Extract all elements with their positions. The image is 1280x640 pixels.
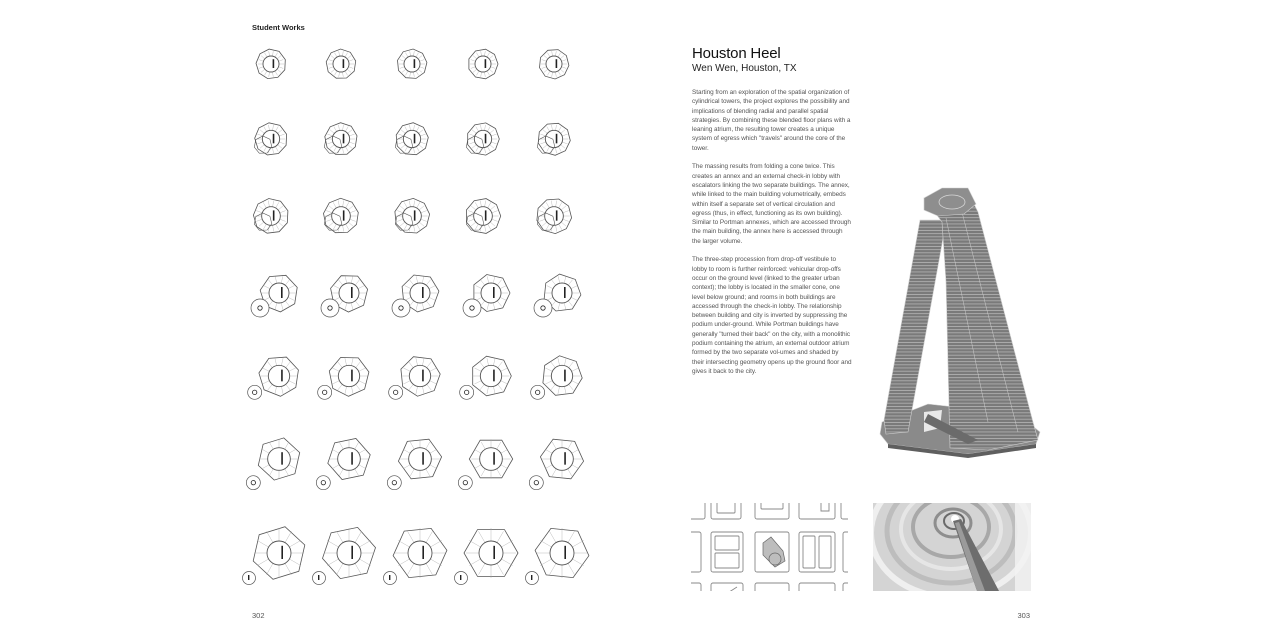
floor-plan-diagram xyxy=(534,274,581,317)
floor-plan-diagram xyxy=(529,439,583,489)
floor-plan-diagram xyxy=(246,438,299,490)
floor-plan-diagram xyxy=(243,527,305,585)
paragraph: The massing results from folding a cone twice. This creates an annex and an external check-in lobby with escalators linking the two separate buildings. The annex, while linked to the main building volumetrically, embeds within itself a separate set of vertical circulation and egress (thus, in effect, functioning as its own building). Similar to Portman annexes, which are accessed through the main building, the annex here is accessed through the larger volume. xyxy=(692,163,851,245)
floor-plan-diagram xyxy=(392,275,439,317)
floor-plan-diagram xyxy=(389,357,441,400)
floor-plan-diagram xyxy=(253,199,288,234)
project-description xyxy=(692,88,852,386)
floor-plan-diagram xyxy=(455,528,519,585)
floor-plan-diagram xyxy=(324,198,359,232)
floor-plan-diagram xyxy=(254,123,286,155)
paragraph: Starting from an exploration of the spatial organization of cylindrical towers, the project explores the possibility and implications of blending radial and parallel spatial strategies. By combining these blended floor plans with a leaning atrium, the resulting tower creates a unique system of egress which "travels" around the core of the tower. xyxy=(692,89,851,152)
floor-plan-diagram xyxy=(463,275,510,318)
floor-plan-diagram xyxy=(248,357,299,399)
floor-plan-diagram xyxy=(324,123,357,155)
floor-plan-diagram xyxy=(526,528,589,585)
tower-axonometric-image xyxy=(868,182,1058,462)
floor-plan-diagram xyxy=(326,49,356,78)
floor-plan-diagram xyxy=(251,275,297,317)
floor-plan-diagram xyxy=(398,49,427,78)
floor-plan-diagram xyxy=(469,49,498,79)
page-number-right: 303 xyxy=(1017,611,1030,620)
floor-plan-diagram xyxy=(537,123,570,155)
floor-plan-diagram xyxy=(540,50,569,79)
floor-plan-diagram xyxy=(316,439,370,490)
floor-plan-diagram xyxy=(387,439,441,489)
floor-plan-diagram xyxy=(395,198,430,233)
paragraph: The three-step procession from drop-off vestibule to lobby to room is further reinforced: vehicular drop-offs occur on the ground level (linked to the greater urban context); the lobby is located in the smaller cone, one level below ground; and rooms in both buildings are accessed through the check-in lobby. The relationship between building and city is inverted by suppressing the podium under-ground. While Portman buildings have generally "turned their back" on the city, with a monolithic podium containing the atrium, an external outdoor atrium formed by the two separate vol-umes and shaded by their intersecting geometry opens up the ground floor and gives it back to the city. xyxy=(692,256,852,375)
floor-plan-diagram xyxy=(466,123,499,155)
floor-plan-grid xyxy=(240,0,640,640)
floor-plan-diagram xyxy=(466,199,500,234)
floor-plan-diagram xyxy=(537,199,572,234)
right-page xyxy=(640,0,1040,640)
floor-plan-diagram xyxy=(458,439,512,489)
project-title: Houston Heel xyxy=(692,45,781,62)
section-label: Student Works xyxy=(252,23,305,32)
left-page xyxy=(240,0,640,640)
floor-plan-diagram xyxy=(318,358,369,400)
floor-plan-diagram xyxy=(531,356,583,400)
floor-plan-diagram xyxy=(384,528,447,585)
floor-plan-diagram xyxy=(313,527,376,584)
floor-plan-diagram xyxy=(460,356,512,399)
atrium-interior-render xyxy=(873,503,1031,591)
floor-plan-diagram xyxy=(321,276,368,317)
site-plan-image xyxy=(691,503,848,591)
page-number-left: 302 xyxy=(252,611,265,620)
project-subtitle: Wen Wen, Houston, TX xyxy=(692,63,797,74)
floor-plan-diagram xyxy=(395,123,428,155)
floor-plan-diagram xyxy=(256,49,285,79)
